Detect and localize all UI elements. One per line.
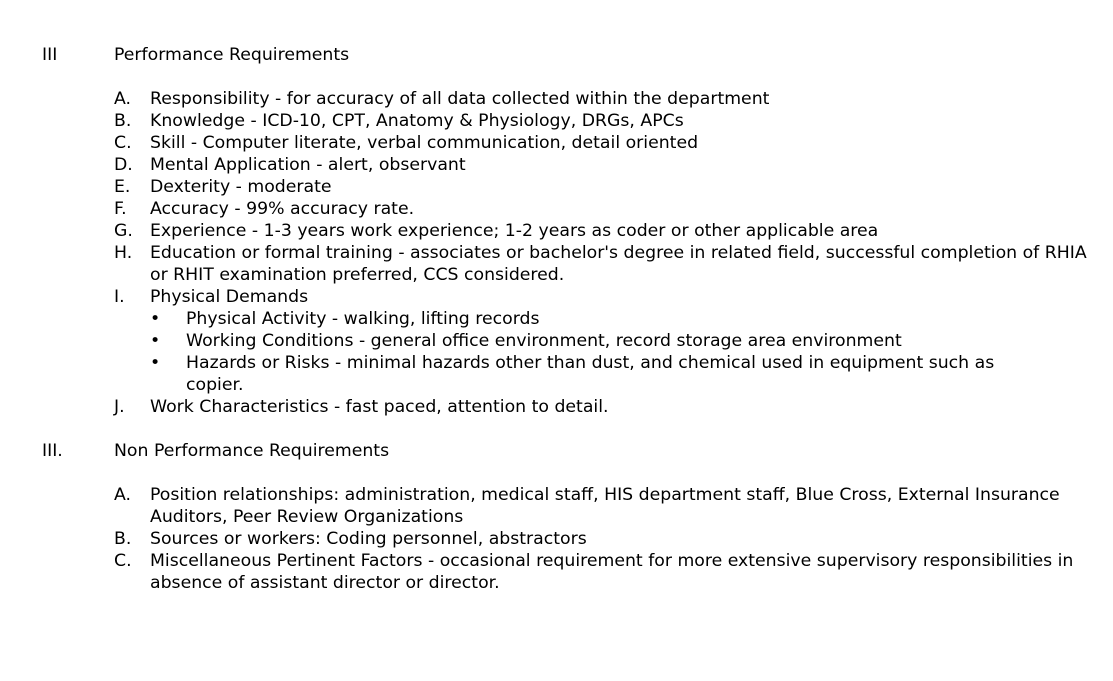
section-title: Performance Requirements xyxy=(114,45,350,65)
list-item-e xyxy=(0,176,1113,198)
list-item-h xyxy=(0,242,1113,286)
item-text: Physical Demands xyxy=(150,287,309,307)
item-text: Accuracy - 99% accuracy rate. xyxy=(150,199,415,219)
bullet-icon: • xyxy=(150,309,161,329)
list-item-b xyxy=(0,528,1113,550)
item-text: Skill - Computer literate, verbal communication, detail oriented xyxy=(150,133,699,153)
item-letter: D. xyxy=(114,155,133,175)
item-text: Responsibility - for accuracy of all data collected within the department xyxy=(150,89,770,109)
section-title: Non Performance Requirements xyxy=(114,441,390,461)
item-text: Position relationships: administration, medical staff, HIS department staff, Blue Cross, External Insurance Auditors, Peer Review Organizations xyxy=(150,485,1060,527)
bullet-icon: • xyxy=(150,353,161,373)
section-header-non-performance xyxy=(0,440,1113,462)
item-letter: C. xyxy=(114,551,132,571)
bullet-text: Hazards or Risks - minimal hazards other than dust, and chemical used in equipment such as copier. xyxy=(186,353,995,395)
list-item-i xyxy=(0,286,1113,308)
item-letter: H. xyxy=(114,243,133,263)
item-letter: J. xyxy=(114,397,125,417)
item-text: Mental Application - alert, observant xyxy=(150,155,466,175)
item-text: Dexterity - moderate xyxy=(150,177,332,197)
bullet-item-hazards xyxy=(0,352,1113,396)
item-letter: E. xyxy=(114,177,131,197)
bullet-text: Working Conditions - general office environment, record storage area environment xyxy=(186,331,902,351)
item-text: Experience - 1-3 years work experience; 1-2 years as coder or other applicable area xyxy=(150,221,879,241)
list-item-d xyxy=(0,154,1113,176)
list-item-a xyxy=(0,88,1113,110)
item-letter: B. xyxy=(114,111,132,131)
list-item-f xyxy=(0,198,1113,220)
bullet-icon: • xyxy=(150,331,161,351)
section-number: III. xyxy=(42,441,63,461)
item-letter: A. xyxy=(114,89,132,109)
list-item-c xyxy=(0,132,1113,154)
bullet-item-physical-activity xyxy=(0,308,1113,330)
bullet-text: Physical Activity - walking, lifting records xyxy=(186,309,540,329)
item-letter: B. xyxy=(114,529,132,549)
section-number: III xyxy=(42,45,58,65)
item-letter: C. xyxy=(114,133,132,153)
document-page xyxy=(0,44,1113,594)
list-item-b xyxy=(0,110,1113,132)
bullet-item-working-conditions xyxy=(0,330,1113,352)
item-letter: F. xyxy=(114,199,127,219)
item-text: Miscellaneous Pertinent Factors - occasional requirement for more extensive supervisory responsibilities in absence of assistant director or director. xyxy=(150,551,1074,593)
item-letter: G. xyxy=(114,221,133,241)
item-text: Work Characteristics - fast paced, attention to detail. xyxy=(150,397,609,417)
list-item-c xyxy=(0,550,1113,594)
item-letter: A. xyxy=(114,485,132,505)
list-item-a xyxy=(0,484,1113,528)
item-text: Knowledge - ICD-10, CPT, Anatomy & Physiology, DRGs, APCs xyxy=(150,111,684,131)
section-header-performance xyxy=(0,44,1113,66)
item-text: Education or formal training - associates or bachelor's degree in related field, successful completion of RHIA or RHIT examination preferred, CCS considered. xyxy=(150,243,1087,285)
item-letter: I. xyxy=(114,287,125,307)
item-text: Sources or workers: Coding personnel, abstractors xyxy=(150,529,587,549)
list-item-g xyxy=(0,220,1113,242)
list-item-j xyxy=(0,396,1113,418)
